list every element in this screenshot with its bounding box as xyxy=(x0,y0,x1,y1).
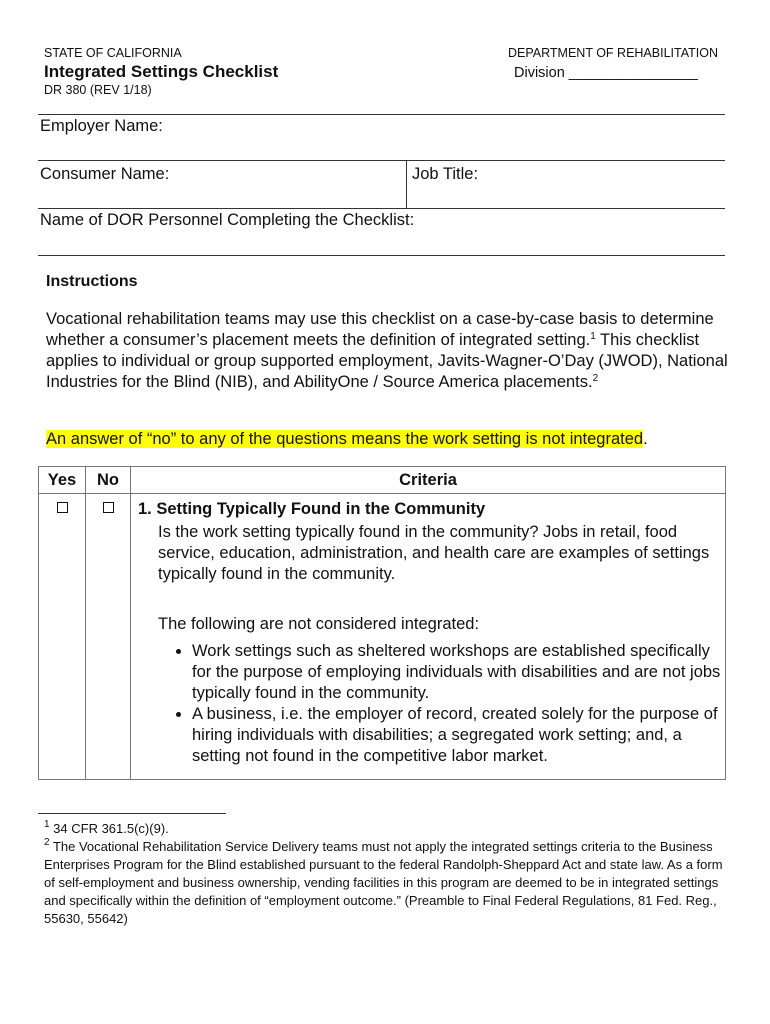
employer-name-label: Employer Name: xyxy=(40,117,163,135)
col-header-criteria: Criteria xyxy=(131,467,726,494)
footnote-2-text: The Vocational Rehabilitation Service Delivery teams must not apply the integrated settings criteria to the Business Enterprises Program for the Blind established pursuant to the federal Randolph-Sheppard Act and state law. As a form of self-employment and business ownership, vending facilities in this program are deemed to be in integrated settings and specifically within the definition of “employment outcome.” (Preamble to Final Federal Regulations, 81 Fed. Reg., 55630, 55642) xyxy=(44,839,723,926)
instructions-paragraph xyxy=(46,309,731,393)
instructions-text-1: Vocational rehabilitation teams may use this checklist on a case-by-case basis to determine whether a consumer’s placement meets the definition of integrated setting. xyxy=(46,310,714,349)
form-title: Integrated Settings Checklist xyxy=(44,62,279,81)
dor-personnel-label: Name of DOR Personnel Completing the Checklist: xyxy=(40,211,415,229)
not-integrated-list xyxy=(158,641,725,767)
footnote-ref-1: 1 xyxy=(590,331,596,342)
no-cell xyxy=(86,494,131,780)
division-field[interactable]: Division ________________ xyxy=(514,65,698,81)
no-checkbox[interactable] xyxy=(103,502,114,513)
form-number: DR 380 (REV 1/18) xyxy=(44,83,152,97)
yes-cell xyxy=(39,494,86,780)
table-row xyxy=(39,494,726,780)
col-header-yes: Yes xyxy=(39,467,86,494)
department-label: DEPARTMENT OF REHABILITATION xyxy=(508,46,718,60)
highlight-note: An answer of “no” to any of the questions means the work setting is not integrated. xyxy=(46,430,648,448)
footnote-1-text: 34 CFR 361.5(c)(9). xyxy=(49,821,169,836)
consumer-name-label: Consumer Name: xyxy=(40,165,170,183)
criterion-question: Is the work setting typically found in the community? Jobs in retail, food service, education, administration, and health care are examples of settings typically found in the community. xyxy=(158,523,710,583)
employer-divider xyxy=(38,160,725,161)
not-integrated-intro: The following are not considered integrated: xyxy=(158,615,480,633)
footnote-divider xyxy=(38,813,226,814)
footnote-1 xyxy=(44,820,169,838)
criteria-cell xyxy=(131,494,726,780)
instructions-heading: Instructions xyxy=(46,273,138,290)
job-title-label: Job Title: xyxy=(412,165,479,183)
field-separator xyxy=(406,160,407,208)
criterion-title: 1. Setting Typically Found in the Community xyxy=(138,500,486,518)
footnote-1-mark: 1 xyxy=(44,819,50,830)
footnote-ref-2: 2 xyxy=(592,373,599,384)
personnel-divider xyxy=(38,255,725,256)
consumer-divider xyxy=(38,208,725,209)
footnote-2-mark: 2 xyxy=(44,837,50,848)
criteria-table xyxy=(38,466,726,780)
col-header-no: No xyxy=(86,467,131,494)
instructions-text-2: This checklist applies to individual or group supported employment, Javits-Wagner-O’Day (JWOD), National Industries for the Blind (NIB), and AbilityOne / Source America placements. xyxy=(46,331,728,391)
list-item: • A business, i.e. the employer of record, created solely for the purpose of hiring individuals with disabilities; a segregated work setting; and, a setting not found in the competitive labor market. xyxy=(192,704,725,767)
footnote-2 xyxy=(44,838,728,928)
header-divider xyxy=(38,114,725,115)
yes-checkbox[interactable] xyxy=(57,502,68,513)
highlighted-warning: An answer of “no” to any of the questions means the work setting is not integrated xyxy=(46,430,644,448)
state-label: STATE OF CALIFORNIA xyxy=(44,46,182,60)
list-item: • Work settings such as sheltered workshops are established specifically for the purpose of employing individuals with disabilities and are not jobs typically found in the community. xyxy=(192,641,725,704)
